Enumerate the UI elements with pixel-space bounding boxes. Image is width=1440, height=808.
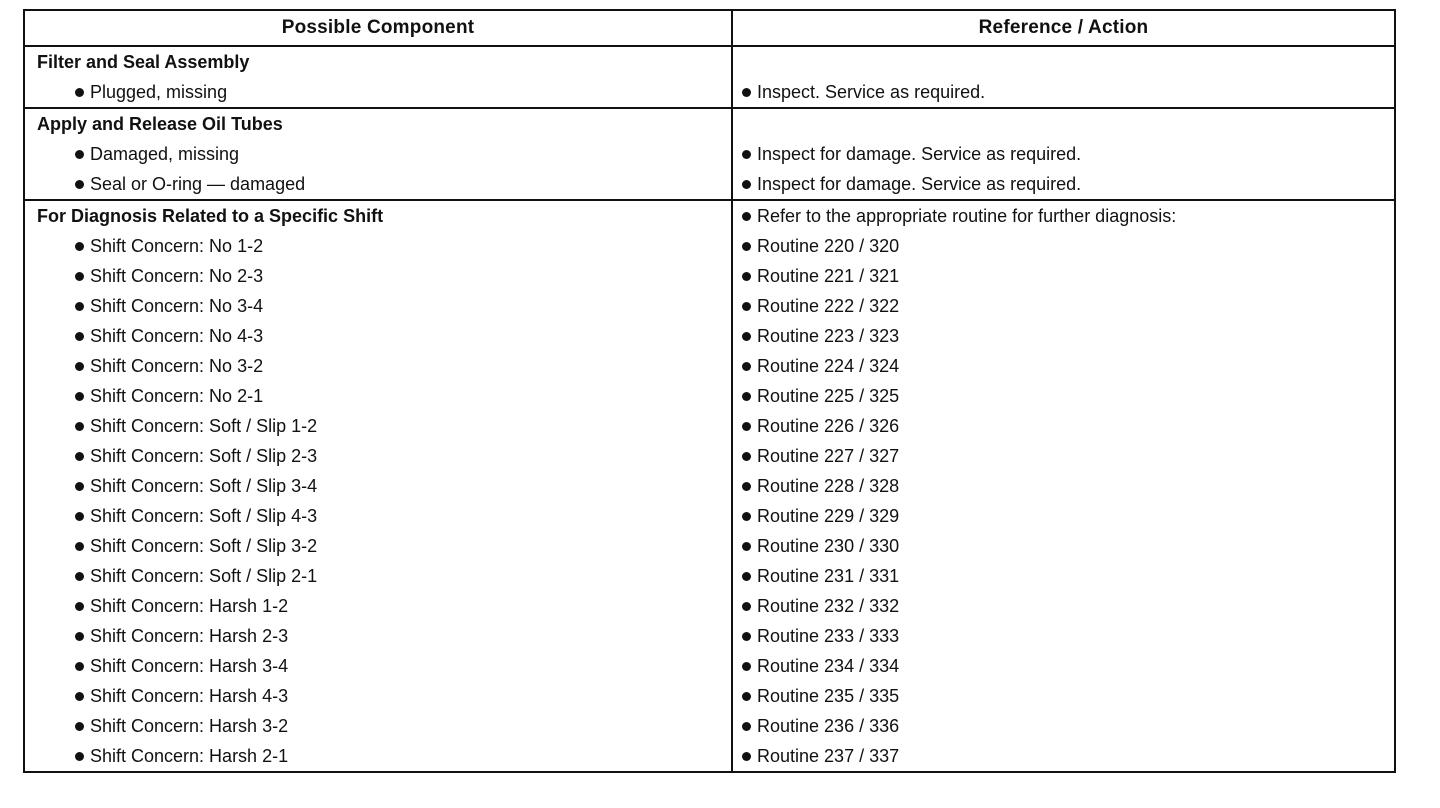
table-row [24,651,1395,681]
table-row [24,501,1395,531]
bullet-icon [75,180,84,189]
table-body [24,46,1395,772]
action-text: Routine 226 / 326 [757,416,900,436]
action-text: Routine 228 / 328 [757,476,900,496]
bullet-icon [75,452,84,461]
action-text: Routine 220 / 320 [757,236,900,256]
component-cell [24,291,732,321]
action-text: Routine 234 / 334 [757,656,900,676]
action-cell [732,711,1395,741]
component-cell [24,651,732,681]
bullet-icon [75,422,84,431]
section-title-action [732,46,1395,77]
bullet-icon [75,150,84,159]
component-text: Shift Concern: Soft / Slip 4-3 [90,506,318,526]
bullet-icon [742,752,751,761]
action-cell [732,321,1395,351]
component-cell [24,681,732,711]
action-text: Routine 222 / 322 [757,296,900,316]
action-text: Inspect. Service as required. [757,82,986,102]
component-text: Shift Concern: Harsh 2-1 [90,746,289,766]
bullet-icon [75,242,84,251]
component-text: Shift Concern: Harsh 3-4 [90,656,289,676]
action-cell [732,561,1395,591]
action-cell [732,741,1395,772]
bullet-icon [75,662,84,671]
bullet-icon [75,88,84,97]
bullet-icon [75,602,84,611]
component-cell [24,591,732,621]
component-text: Shift Concern: No 3-4 [90,296,264,316]
action-cell [732,621,1395,651]
action-text: Routine 235 / 335 [757,686,900,706]
component-text: Shift Concern: Harsh 1-2 [90,596,289,616]
action-cell [732,169,1395,200]
table-row [24,411,1395,441]
action-cell [732,501,1395,531]
action-cell [732,261,1395,291]
component-text: Shift Concern: No 3-2 [90,356,264,376]
bullet-icon [75,752,84,761]
section-title-action-text: Refer to the appropriate routine for further diagnosis: [757,206,1177,226]
bullet-icon [75,392,84,401]
bullet-icon [75,632,84,641]
action-text: Inspect for damage. Service as required. [757,174,1082,194]
component-text: Shift Concern: No 4-3 [90,326,264,346]
header-reference-action: Reference / Action [732,10,1395,46]
action-text: Inspect for damage. Service as required. [757,144,1082,164]
bullet-icon [75,542,84,551]
bullet-icon [75,572,84,581]
table-row [24,681,1395,711]
component-text: Plugged, missing [90,82,228,102]
component-cell [24,741,732,772]
bullet-icon [75,692,84,701]
section-title-action [732,108,1395,139]
action-cell [732,411,1395,441]
action-text: Routine 236 / 336 [757,716,900,736]
section-title: For Diagnosis Related to a Specific Shift [24,200,732,231]
component-text: Shift Concern: Soft / Slip 1-2 [90,416,318,436]
component-cell [24,621,732,651]
component-cell [24,321,732,351]
action-text: Routine 237 / 337 [757,746,900,766]
action-cell [732,471,1395,501]
table-row [24,561,1395,591]
action-text: Routine 221 / 321 [757,266,900,286]
table-row [24,531,1395,561]
table-row [24,741,1395,772]
action-text: Routine 225 / 325 [757,386,900,406]
component-cell [24,231,732,261]
bullet-icon [742,422,751,431]
bullet-icon [742,180,751,189]
bullet-icon [75,362,84,371]
bullet-icon [75,272,84,281]
table-row [24,591,1395,621]
bullet-icon [742,212,751,221]
bullet-icon [75,512,84,521]
table-row [24,77,1395,108]
component-cell [24,351,732,381]
bullet-icon [742,392,751,401]
component-text: Shift Concern: No 1-2 [90,236,264,256]
action-cell [732,591,1395,621]
section-header-row [24,200,1395,231]
diagnosis-table [23,9,1396,773]
component-text: Shift Concern: Soft / Slip 3-4 [90,476,318,496]
component-cell [24,261,732,291]
component-text: Shift Concern: Harsh 2-3 [90,626,289,646]
component-cell [24,561,732,591]
component-cell [24,77,732,108]
table-header-row [24,10,1395,46]
table-row [24,351,1395,381]
component-cell [24,381,732,411]
section-header-row [24,46,1395,77]
table-row [24,139,1395,169]
component-text: Shift Concern: No 2-1 [90,386,264,406]
bullet-icon [742,242,751,251]
component-text: Seal or O-ring — damaged [90,174,306,194]
table-row [24,441,1395,471]
action-text: Routine 223 / 323 [757,326,900,346]
table-row [24,231,1395,261]
table-row [24,169,1395,200]
component-cell [24,501,732,531]
header-possible-component: Possible Component [24,10,732,46]
action-cell [732,139,1395,169]
bullet-icon [75,332,84,341]
bullet-icon [742,632,751,641]
bullet-icon [742,692,751,701]
component-cell [24,471,732,501]
component-cell [24,531,732,561]
table-row [24,621,1395,651]
bullet-icon [742,512,751,521]
component-text: Shift Concern: Harsh 3-2 [90,716,289,736]
bullet-icon [742,572,751,581]
table-row [24,261,1395,291]
component-text: Shift Concern: Soft / Slip 3-2 [90,536,318,556]
bullet-icon [742,452,751,461]
table-row [24,711,1395,741]
component-cell [24,441,732,471]
action-text: Routine 232 / 332 [757,596,900,616]
table-row [24,321,1395,351]
bullet-icon [75,722,84,731]
component-text: Shift Concern: Harsh 4-3 [90,686,289,706]
component-cell [24,711,732,741]
action-cell [732,531,1395,561]
bullet-icon [742,88,751,97]
component-text: Shift Concern: Soft / Slip 2-3 [90,446,318,466]
bullet-icon [75,482,84,491]
action-text: Routine 230 / 330 [757,536,900,556]
bullet-icon [742,332,751,341]
action-cell [732,441,1395,471]
bullet-icon [742,602,751,611]
action-text: Routine 233 / 333 [757,626,900,646]
section-header-row [24,108,1395,139]
action-cell [732,231,1395,261]
bullet-icon [742,272,751,281]
section-title-action [732,200,1395,231]
action-cell [732,681,1395,711]
bullet-icon [742,542,751,551]
table-row [24,291,1395,321]
bullet-icon [742,302,751,311]
action-text: Routine 227 / 327 [757,446,900,466]
component-text: Shift Concern: No 2-3 [90,266,264,286]
bullet-icon [742,150,751,159]
component-cell [24,139,732,169]
component-cell [24,169,732,200]
action-cell [732,351,1395,381]
bullet-icon [742,482,751,491]
action-cell [732,77,1395,108]
action-text: Routine 224 / 324 [757,356,900,376]
bullet-icon [75,302,84,311]
section-title: Apply and Release Oil Tubes [24,108,732,139]
bullet-icon [742,722,751,731]
section-title: Filter and Seal Assembly [24,46,732,77]
bullet-icon [742,362,751,371]
action-cell [732,291,1395,321]
component-cell [24,411,732,441]
table-row [24,471,1395,501]
action-text: Routine 229 / 329 [757,506,900,526]
action-cell [732,381,1395,411]
action-cell [732,651,1395,681]
bullet-icon [742,662,751,671]
component-text: Damaged, missing [90,144,240,164]
component-text: Shift Concern: Soft / Slip 2-1 [90,566,318,586]
action-text: Routine 231 / 331 [757,566,900,586]
table-row [24,381,1395,411]
